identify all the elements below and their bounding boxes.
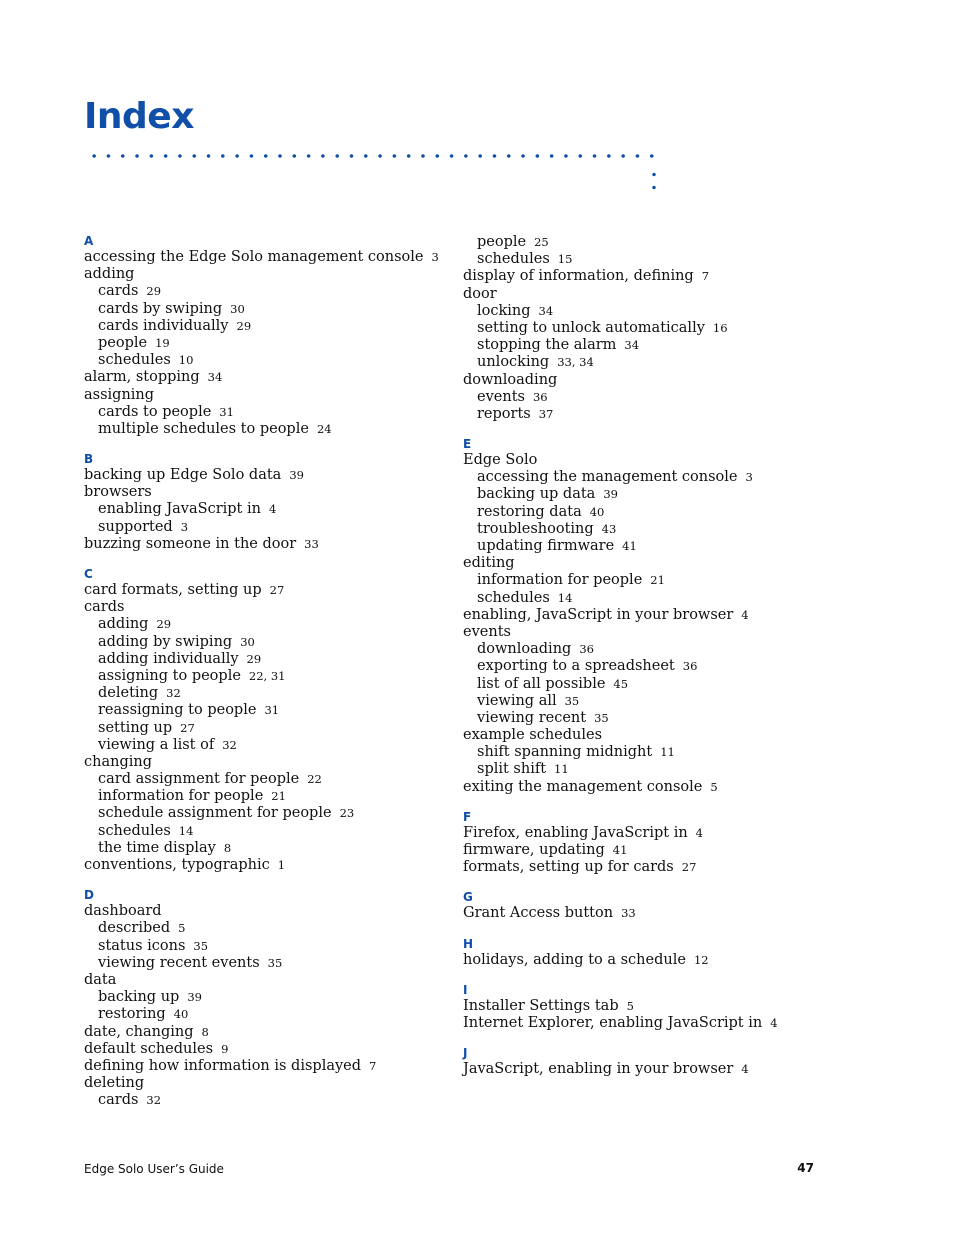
section-letter: H (463, 936, 474, 951)
index-entry (463, 859, 833, 876)
entry-term: cards (98, 283, 139, 300)
entry-page-ref[interactable]: 5 (710, 779, 718, 794)
entry-term: conventions, typographic (84, 857, 270, 873)
entry-term: information for people (98, 788, 264, 805)
entry-page-ref[interactable]: 33 (304, 536, 319, 551)
index-entry (463, 555, 833, 572)
entry-term: setting up (98, 719, 173, 736)
section-letter: B (84, 452, 94, 467)
entry-page-ref[interactable]: 29 (146, 284, 162, 299)
entry-term: browsers (84, 484, 152, 501)
entry-term: people (98, 334, 148, 351)
entry-page-ref[interactable]: 29 (156, 617, 172, 632)
entry-term: viewing all (477, 692, 557, 709)
entry-page-ref[interactable]: 16 (712, 320, 728, 335)
entry-term: viewing a list of (98, 736, 215, 753)
entry-page-ref[interactable]: 21 (271, 789, 286, 804)
index-subentry (84, 501, 454, 518)
entry-page-ref[interactable]: 5 (178, 921, 186, 936)
entry-term: adding by swiping (98, 633, 233, 650)
index-entry (84, 1041, 454, 1058)
index-subentry (84, 737, 454, 754)
index-subentry (84, 989, 454, 1006)
index-column-right (463, 234, 833, 1092)
entry-page-ref[interactable]: 34 (207, 370, 223, 385)
entry-page-ref[interactable]: 11 (554, 762, 569, 777)
entry-page-ref[interactable]: 32 (166, 686, 181, 701)
entry-term: setting to unlock automatically (477, 319, 705, 336)
entry-term: Installer Settings tab (463, 997, 619, 1014)
entry-page-ref[interactable]: 3 (180, 519, 189, 534)
section-letter: A (84, 234, 94, 248)
entry-term: schedule assignment for people (98, 805, 332, 822)
entry-page-ref[interactable]: 32 (146, 1093, 162, 1108)
entry-term: cards (84, 599, 125, 616)
entry-page-ref[interactable]: 4 (695, 825, 703, 840)
entry-term: assigning to people (98, 667, 241, 684)
entry-term: default schedules (84, 1040, 214, 1057)
entry-term: updating firmware (477, 538, 615, 554)
index-subentry (463, 234, 833, 251)
index-subentry (84, 1092, 454, 1109)
index-subentry (84, 634, 454, 651)
index-subentry (84, 840, 454, 857)
entry-term: accessing the management console (477, 469, 738, 486)
entry-term: formats, setting up for cards (463, 859, 674, 876)
index-subentry (84, 352, 454, 369)
entry-page-ref[interactable]: 31 (219, 404, 234, 419)
entry-term: cards individually (98, 317, 229, 334)
entry-page-ref[interactable]: 35 (267, 955, 283, 970)
index-subentry (463, 303, 833, 320)
index-entry (463, 1061, 833, 1078)
index-subentry (84, 283, 454, 300)
entry-term: adding (84, 266, 135, 283)
entry-term: schedules (477, 251, 550, 268)
index-entry (84, 754, 454, 771)
entry-term: exiting the management console (463, 778, 703, 795)
entry-page-ref[interactable]: 33 (621, 906, 636, 921)
index-subentry (463, 406, 833, 423)
entry-term: restoring (98, 1006, 166, 1023)
index-entry (84, 582, 454, 599)
entry-term: events (477, 388, 525, 405)
entry-page-ref[interactable]: 41 (612, 843, 628, 857)
entry-page-ref[interactable]: 34 (624, 338, 640, 353)
index-entry (463, 268, 833, 285)
entry-term: card assignment for people (98, 771, 300, 788)
entry-page-ref[interactable]: 25 (534, 235, 549, 249)
index-subentry (84, 823, 454, 840)
index-subentry (463, 641, 833, 658)
entry-page-ref[interactable]: 27 (681, 860, 697, 875)
section-letter: F (463, 809, 472, 824)
index-subentry (84, 685, 454, 702)
entry-term: backing up data (477, 486, 596, 503)
index-subentry (463, 469, 833, 486)
page-number: 47 (797, 1161, 814, 1175)
index-entry (463, 842, 833, 859)
index-entry (463, 624, 833, 641)
index-entry (463, 779, 833, 796)
index-entry (84, 857, 454, 874)
entry-page-ref[interactable]: 22 (307, 772, 322, 787)
index-subentry (84, 771, 454, 788)
index-subentry (463, 572, 833, 589)
index-entry (84, 249, 454, 266)
entry-page-ref[interactable]: 31 (264, 703, 280, 718)
index-subentry (84, 651, 454, 668)
entry-page-ref[interactable]: 8 (223, 840, 232, 855)
index-section (463, 1046, 833, 1078)
index-subentry (463, 590, 833, 607)
entry-page-ref[interactable]: 36 (532, 389, 548, 404)
index-subentry (463, 337, 833, 354)
entry-term: troubleshooting (477, 520, 594, 537)
entry-term: enabling JavaScript in (98, 501, 261, 518)
index-column-left (84, 234, 454, 1123)
index-subentry (463, 320, 833, 337)
index-section (84, 888, 454, 1109)
entry-term: card formats, setting up (84, 582, 262, 598)
index-section (463, 234, 833, 423)
entry-term: locking (477, 302, 531, 319)
entry-page-ref[interactable]: 11 (660, 745, 675, 760)
entry-term: viewing recent events (98, 954, 260, 971)
entry-term: changing (84, 753, 152, 770)
index-section (84, 452, 454, 553)
entry-term: JavaScript, enabling in your browser (463, 1061, 734, 1078)
index-subentry (84, 301, 454, 318)
entry-term: data (84, 971, 117, 988)
entry-page-ref[interactable]: 33, 34 (557, 355, 594, 370)
index-entry (463, 998, 833, 1015)
entry-page-ref[interactable]: 19 (155, 335, 170, 350)
index-subentry (463, 658, 833, 675)
index-subentry (463, 693, 833, 710)
entry-page-ref[interactable]: 22, 31 (248, 668, 286, 683)
entry-term: schedules (98, 822, 171, 839)
index-entry (84, 599, 454, 616)
index-subentry (84, 720, 454, 737)
entry-page-ref[interactable]: 35 (564, 693, 580, 708)
section-letter: G (463, 890, 473, 905)
entry-page-ref[interactable]: 4 (770, 1015, 778, 1030)
index-entry (463, 372, 833, 389)
entry-page-ref[interactable]: 3 (745, 470, 753, 485)
entry-page-ref[interactable]: 24 (316, 421, 332, 436)
index-section (84, 234, 454, 438)
entry-term: reports (477, 405, 531, 422)
entry-page-ref[interactable]: 39 (187, 990, 202, 1005)
entry-term: cards by swiping (98, 300, 223, 317)
index-subentry (84, 519, 454, 536)
entry-term: backing up (98, 989, 180, 1006)
entry-page-ref[interactable]: 4 (268, 502, 277, 517)
entry-page-ref[interactable]: 29 (236, 318, 252, 333)
entry-term: viewing recent (477, 709, 587, 726)
section-letter: E (463, 437, 472, 452)
index-subentry (463, 744, 833, 761)
index-subentry (84, 335, 454, 352)
entry-page-ref[interactable]: 5 (626, 998, 634, 1013)
entry-page-ref[interactable]: 35 (193, 938, 209, 953)
index-subentry (84, 920, 454, 937)
entry-term: status icons (98, 937, 186, 954)
entry-term: alarm, stopping (84, 369, 200, 386)
index-entry (463, 905, 833, 922)
index-subentry (84, 805, 454, 822)
index-entry (463, 825, 833, 842)
index-subentry (84, 955, 454, 972)
entry-term: defining how information is displayed (84, 1057, 362, 1074)
index-section (463, 810, 833, 877)
index-section (463, 937, 833, 969)
index-entry (84, 536, 454, 553)
entry-page-ref[interactable]: 4 (741, 607, 749, 622)
entry-term: shift spanning midnight (477, 744, 653, 761)
index-subentry (463, 486, 833, 503)
entry-page-ref[interactable]: 40 (589, 504, 605, 519)
index-entry (84, 467, 454, 484)
entry-term: events (463, 623, 511, 640)
entry-term: Internet Explorer, enabling JavaScript in (463, 1014, 763, 1031)
entry-page-ref[interactable]: 3 (431, 250, 439, 264)
entry-page-ref[interactable]: 4 (741, 1062, 749, 1077)
entry-page-ref[interactable]: 23 (339, 806, 355, 821)
index-entry (84, 369, 454, 386)
index-subentry (84, 702, 454, 719)
index-entry (84, 484, 454, 501)
entry-term: buzzing someone in the door (84, 535, 297, 552)
page-title: Index (84, 96, 194, 137)
entry-term: adding (98, 616, 149, 633)
index-entry (84, 387, 454, 404)
entry-page-ref[interactable]: 35 (594, 710, 609, 725)
entry-page-ref[interactable]: 8 (201, 1024, 209, 1039)
entry-page-ref[interactable]: 7 (369, 1058, 377, 1073)
index-section (463, 890, 833, 922)
section-letter: C (84, 567, 93, 581)
index-section (463, 983, 833, 1032)
index-entry (463, 727, 833, 744)
entry-term: Edge Solo (463, 452, 538, 469)
index-subentry (84, 318, 454, 335)
entry-page-ref[interactable]: 32 (222, 737, 237, 752)
entry-term: enabling, JavaScript in your browser (463, 606, 734, 623)
entry-term: the time display (98, 839, 216, 856)
section-letter: D (84, 888, 94, 903)
entry-term: cards (98, 1092, 139, 1109)
entry-term: date, changing (84, 1023, 194, 1040)
entry-page-ref[interactable]: 43 (601, 521, 617, 536)
entry-page-ref[interactable]: 36 (579, 642, 594, 657)
index-subentry (463, 676, 833, 693)
entry-term: dashboard (84, 903, 162, 920)
entry-term: list of all possible (477, 675, 606, 692)
entry-term: deleting (84, 1075, 145, 1092)
entry-term: firmware, updating (463, 842, 605, 858)
entry-page-ref[interactable]: 41 (622, 539, 637, 553)
entry-page-ref[interactable]: 14 (557, 590, 573, 605)
entry-page-ref[interactable]: 21 (650, 573, 665, 588)
entry-term: exporting to a spreadsheet (477, 658, 675, 675)
entry-term: people (477, 234, 527, 250)
index-entry (84, 266, 454, 283)
index-section (463, 437, 833, 796)
index-entry (84, 1075, 454, 1092)
entry-term: downloading (477, 641, 572, 658)
index-subentry (463, 504, 833, 521)
entry-page-ref[interactable]: 29 (246, 651, 262, 666)
entry-term: cards to people (98, 403, 212, 420)
section-letter: I (463, 982, 468, 997)
entry-page-ref[interactable]: 37 (538, 406, 554, 421)
entry-term: restoring data (477, 503, 582, 520)
index-subentry (463, 521, 833, 538)
index-subentry (84, 421, 454, 438)
entry-term: reassigning to people (98, 702, 257, 719)
footer-title: Edge Solo User’s Guide (84, 1162, 224, 1176)
entry-term: split shift (477, 761, 547, 778)
entry-term: display of information, defining (463, 268, 694, 285)
entry-page-ref[interactable]: 14 (178, 823, 194, 838)
index-entry (463, 607, 833, 624)
entry-term: deleting (98, 685, 159, 702)
entry-term: Grant Access button (463, 905, 614, 922)
entry-page-ref[interactable]: 1 (277, 858, 286, 872)
entry-term: supported (98, 518, 173, 535)
entry-term: information for people (477, 572, 643, 589)
index-entry (84, 1024, 454, 1041)
index-subentry (463, 354, 833, 371)
entry-term: Firefox, enabling JavaScript in (463, 824, 688, 841)
entry-term: described (98, 920, 171, 937)
entry-term: door (463, 285, 497, 302)
index-subentry (84, 404, 454, 421)
index-subentry (463, 538, 833, 555)
entry-term: stopping the alarm (477, 337, 617, 354)
index-entry (463, 952, 833, 969)
entry-term: multiple schedules to people (98, 420, 309, 437)
entry-page-ref[interactable]: 9 (221, 1041, 229, 1056)
index-entry (463, 452, 833, 469)
entry-term: unlocking (477, 354, 550, 371)
entry-page-ref[interactable]: 12 (693, 952, 709, 967)
dotted-rule (87, 153, 658, 159)
entry-page-ref[interactable]: 30 (230, 301, 245, 316)
index-subentry (463, 251, 833, 268)
index-subentry (84, 1006, 454, 1023)
entry-page-ref[interactable]: 27 (269, 583, 285, 597)
index-entry (84, 972, 454, 989)
entry-term: holidays, adding to a schedule (463, 951, 686, 968)
entry-term: assigning (84, 386, 155, 403)
entry-term: adding individually (98, 650, 239, 667)
index-entry (463, 1015, 833, 1032)
entry-term: backing up Edge Solo data (84, 467, 282, 484)
entry-page-ref[interactable]: 27 (180, 720, 195, 735)
index-subentry (84, 616, 454, 633)
entry-page-ref[interactable]: 36 (682, 659, 698, 674)
index-entry (84, 903, 454, 920)
dotted-rule-vertical (651, 168, 657, 194)
entry-page-ref[interactable]: 45 (613, 676, 629, 691)
index-section (84, 567, 454, 874)
index-subentry (84, 938, 454, 955)
index-entry (84, 1058, 454, 1075)
entry-term: example schedules (463, 727, 603, 744)
entry-page-ref[interactable]: 30 (240, 634, 255, 649)
entry-page-ref[interactable]: 7 (701, 269, 710, 284)
index-subentry (84, 788, 454, 805)
entry-page-ref[interactable]: 10 (178, 353, 194, 368)
entry-term: editing (463, 555, 515, 572)
entry-term: downloading (463, 371, 558, 388)
index-subentry (463, 389, 833, 406)
index-entry (463, 286, 833, 303)
entry-page-ref[interactable]: 40 (173, 1007, 189, 1022)
entry-page-ref[interactable]: 39 (289, 468, 304, 483)
index-subentry (463, 761, 833, 778)
index-subentry (84, 668, 454, 685)
entry-term: schedules (98, 352, 171, 369)
index-subentry (463, 710, 833, 727)
entry-page-ref[interactable]: 15 (557, 252, 573, 267)
entry-term: schedules (477, 589, 550, 606)
entry-term: accessing the Edge Solo management console (84, 249, 424, 265)
section-letter: J (463, 1046, 468, 1061)
entry-page-ref[interactable]: 39 (603, 487, 618, 502)
entry-page-ref[interactable]: 34 (538, 303, 554, 318)
